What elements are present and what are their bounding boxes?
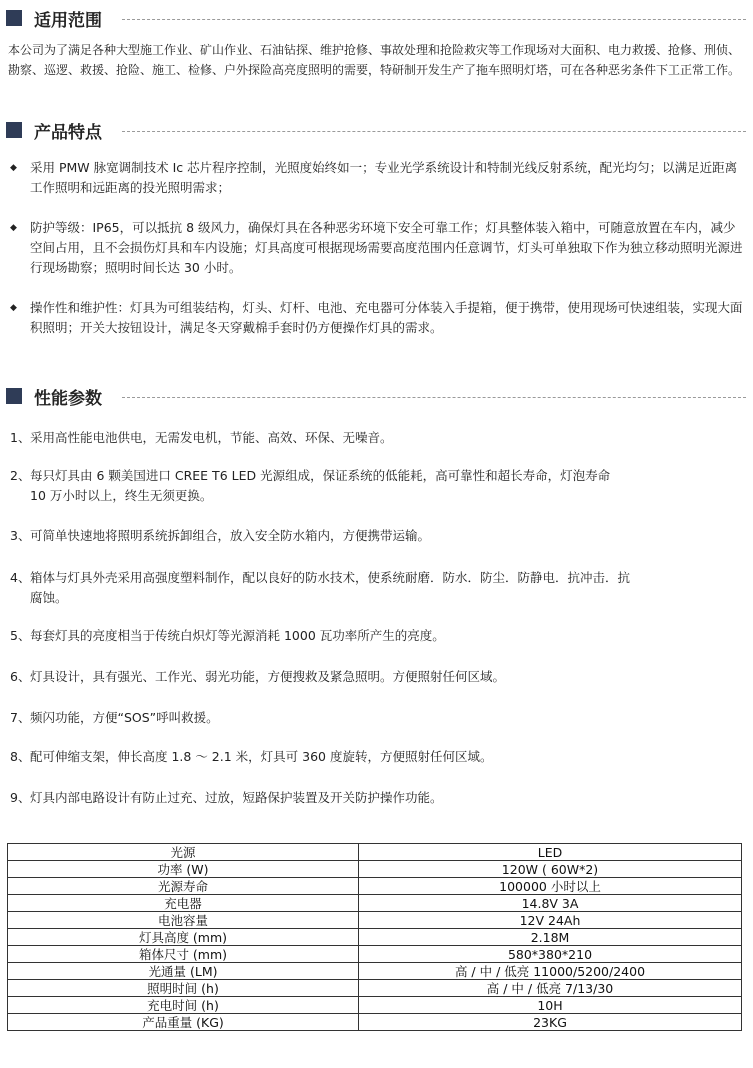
table-row bbox=[8, 963, 742, 980]
spec-table bbox=[7, 843, 742, 1031]
spec-key-cell: 光源 bbox=[8, 844, 359, 861]
table-row bbox=[8, 861, 742, 878]
item-text: 每只灯具由 6 颗美国进口 CREE T6 LED 光源组成，保证系统的低能耗，高可靠性和超长寿命，灯泡寿命 bbox=[30, 468, 611, 483]
item-number: 7、 bbox=[10, 710, 31, 725]
performance-item bbox=[10, 708, 740, 728]
item-text: 箱体与灯具外壳采用高强度塑料制作，配以良好的防水技术，使系统耐磨．防水．防尘．防静电．抗冲击．抗 bbox=[30, 570, 631, 585]
spec-key-cell: 产品重量 (KG) bbox=[8, 1014, 359, 1031]
item-number: 9、 bbox=[10, 790, 31, 805]
spec-key-cell: 充电时间 (h) bbox=[8, 997, 359, 1014]
spec-value-cell: 10H bbox=[359, 997, 742, 1014]
spec-value-cell: 高 / 中 / 低亮 11000/5200/2400 bbox=[359, 963, 742, 980]
section-title: 适用范围 bbox=[34, 11, 102, 31]
section-square-icon bbox=[6, 10, 22, 26]
spec-key-cell: 灯具高度 (mm) bbox=[8, 929, 359, 946]
performance-item bbox=[10, 466, 740, 506]
spec-key-cell: 箱体尺寸 (mm) bbox=[8, 946, 359, 963]
section-square-icon bbox=[6, 388, 22, 404]
item-text-continued: 10 万小时以上，终生无须更换。 bbox=[30, 488, 213, 503]
item-number: 4、 bbox=[10, 570, 31, 585]
table-row bbox=[8, 929, 742, 946]
feature-text: 操作性和维护性：灯具为可组装结构，灯头、灯杆、电池、充电器可分体装入手提箱，便于携带，使用现场可快速组装，实现大面积照明；开关大按钮设计，满足冬天穿戴棉手套时仍方便操作灯具的需求。 bbox=[30, 300, 743, 335]
table-row bbox=[8, 844, 742, 861]
item-text: 可简单快速地将照明系统拆卸组合，放入安全防水箱内，方便携带运输。 bbox=[30, 528, 431, 543]
spec-key-cell: 光通量 (LM) bbox=[8, 963, 359, 980]
item-text: 每套灯具的亮度相当于传统白炽灯等光源消耗 1000 瓦功率所产生的亮度。 bbox=[30, 628, 445, 643]
table-row bbox=[8, 912, 742, 929]
item-text: 频闪功能，方便“SOS”呼叫救援。 bbox=[30, 710, 219, 725]
section-divider bbox=[122, 19, 746, 20]
performance-item bbox=[10, 626, 740, 646]
spec-key-cell: 电池容量 bbox=[8, 912, 359, 929]
section-divider bbox=[122, 131, 746, 132]
diamond-bullet-icon: ◆ bbox=[10, 303, 17, 313]
table-row bbox=[8, 997, 742, 1014]
item-number: 3、 bbox=[10, 528, 31, 543]
table-row bbox=[8, 946, 742, 963]
item-number: 2、 bbox=[10, 468, 31, 483]
section-header-performance bbox=[6, 386, 746, 408]
spec-key-cell: 照明时间 (h) bbox=[8, 980, 359, 997]
performance-item bbox=[10, 568, 740, 608]
performance-item bbox=[10, 667, 740, 687]
spec-value-cell: 100000 小时以上 bbox=[359, 878, 742, 895]
spec-key-cell: 光源寿命 bbox=[8, 878, 359, 895]
scope-paragraph: 本公司为了满足各种大型施工作业、矿山作业、石油钻探、维护抢修、事故处理和抢险救灾等工作现场对大面积、电力救援、抢修、刑侦、勘察、巡逻、救援、抢险、施工、检修、户外探险高亮度照明的需要，特研制开发生产了拖车照明灯塔，可在各种恶劣条件下工正常工作。 bbox=[8, 43, 741, 77]
item-number: 5、 bbox=[10, 628, 31, 643]
spec-key-cell: 充电器 bbox=[8, 895, 359, 912]
spec-value-cell: LED bbox=[359, 844, 742, 861]
section-square-icon bbox=[6, 122, 22, 138]
diamond-bullet-icon: ◆ bbox=[10, 163, 17, 173]
section-header-scope bbox=[6, 8, 746, 30]
feature-text: 防护等级：IP65，可以抵抗 8 级风力，确保灯具在各种恶劣环境下安全可靠工作；灯具整体装入箱中，可随意放置在车内，减少空间占用，且不会损伤灯具和车内设施；灯具高度可根据现场需要高度范围内任意调节，灯头可单独取下作为独立移动照明光源进行现场勘察；照明时间长达 30 小时。 bbox=[30, 220, 743, 275]
spec-key-cell: 功率 (W) bbox=[8, 861, 359, 878]
section-divider bbox=[122, 397, 746, 398]
table-row bbox=[8, 878, 742, 895]
performance-item bbox=[10, 428, 740, 448]
section-title: 产品特点 bbox=[34, 123, 102, 143]
feature-text: 采用 PMW 脉宽调制技术 Ic 芯片程序控制，光照度始终如一；专业光学系统设计和特制光线反射系统，配光均匀；以满足近距离工作照明和远距离的投光照明需求； bbox=[30, 160, 738, 195]
spec-value-cell: 580*380*210 bbox=[359, 946, 742, 963]
item-number: 8、 bbox=[10, 749, 31, 764]
item-text-continued: 腐蚀。 bbox=[30, 590, 68, 605]
spec-value-cell: 高 / 中 / 低亮 7/13/30 bbox=[359, 980, 742, 997]
table-row bbox=[8, 895, 742, 912]
diamond-bullet-icon: ◆ bbox=[10, 223, 17, 233]
spec-table-body bbox=[8, 844, 742, 1031]
spec-value-cell: 2.18M bbox=[359, 929, 742, 946]
item-text: 配可伸缩支架，伸长高度 1.8 ～ 2.1 米，灯具可 360 度旋转，方便照射任何区域。 bbox=[30, 749, 493, 764]
item-number: 1、 bbox=[10, 430, 31, 445]
performance-item bbox=[10, 747, 740, 767]
spec-value-cell: 23KG bbox=[359, 1014, 742, 1031]
item-text: 灯具设计，具有强光、工作光、弱光功能，方便搜救及紧急照明。方便照射任何区域。 bbox=[30, 669, 506, 684]
item-text: 灯具内部电路设计有防止过充、过放，短路保护装置及开关防护操作功能。 bbox=[30, 790, 443, 805]
spec-value-cell: 12V 24Ah bbox=[359, 912, 742, 929]
performance-item bbox=[10, 526, 740, 546]
performance-item bbox=[10, 788, 740, 808]
section-header-features bbox=[6, 120, 746, 142]
table-row bbox=[8, 1014, 742, 1031]
item-text: 采用高性能电池供电，无需发电机，节能、高效、环保、无噪音。 bbox=[30, 430, 393, 445]
spec-value-cell: 120W ( 60W*2) bbox=[359, 861, 742, 878]
section-title: 性能参数 bbox=[34, 389, 102, 409]
spec-value-cell: 14.8V 3A bbox=[359, 895, 742, 912]
item-number: 6、 bbox=[10, 669, 31, 684]
table-row bbox=[8, 980, 742, 997]
